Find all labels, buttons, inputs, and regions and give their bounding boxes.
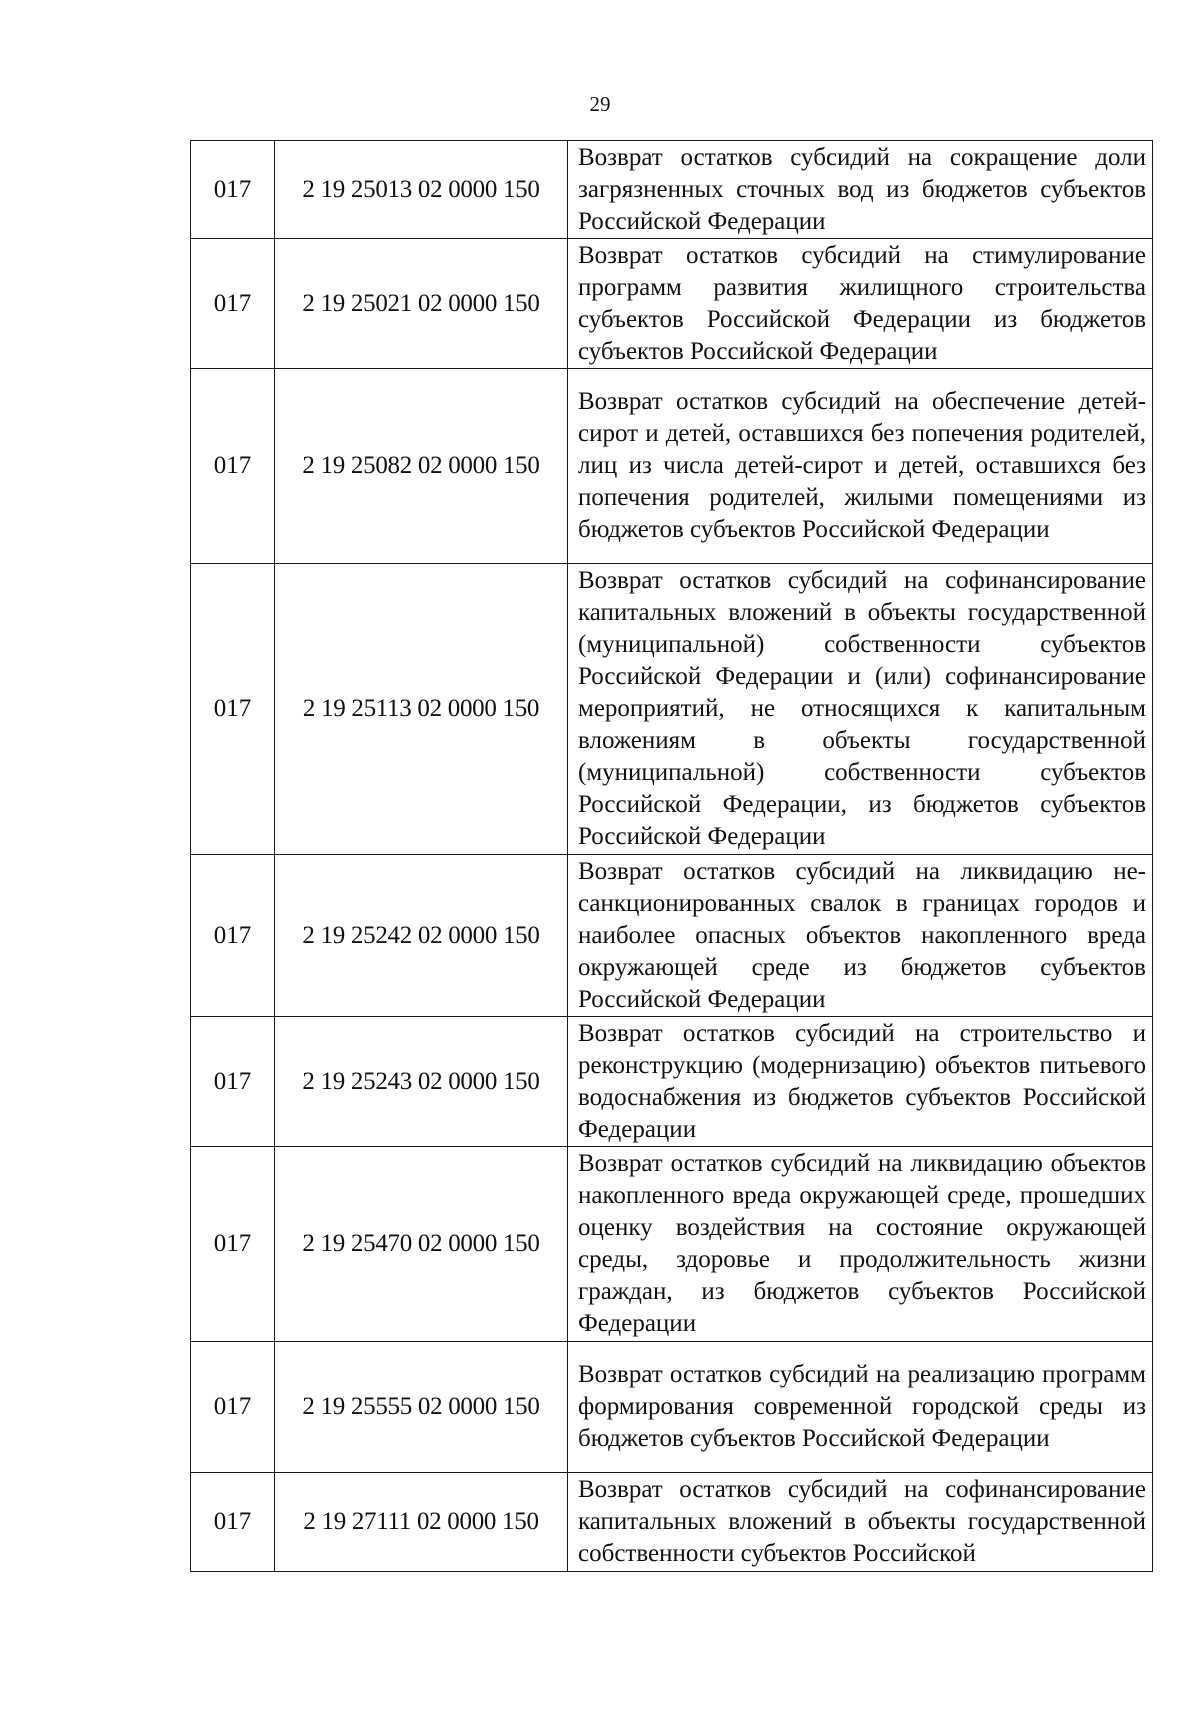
table-row — [191, 1473, 1153, 1572]
page-number: 29 — [589, 92, 611, 116]
description-cell: Возврат остатков субсидий на софинансирование капитальных вложений в объекты государственной (муниципальной) собственности субъектов Российской Федерации и (или) софинансирование мероприятий, не относящихся к капитальным вложениям в объекты государственной (муниципальной) собственности субъектов Российской Федерации, из бюджетов субъектов Российской Федерации — [568, 564, 1153, 855]
description-cell: Возврат остатков субсидий на реализацию программ формирования современной городской среды из бюджетов субъектов Российской Федерации — [568, 1342, 1153, 1473]
table-row — [191, 1017, 1153, 1147]
budget-classification-code-cell: 2 19 25082 02 0000 150 — [275, 369, 568, 564]
description-cell: Возврат остатков субсидий на стимулирование программ развития жилищного строительства субъектов Российской Федерации из бюджетов субъектов Российской Федерации — [568, 239, 1153, 369]
admin-code-cell: 017 — [191, 855, 275, 1017]
description-cell: Возврат остатков субсидий на обеспечение детей-сирот и детей, оставшихся без попечения родителей, лиц из числа детей-сирот и детей, оставшихся без попечения родителей, жилыми помещениями из бюджетов субъектов Российской Федерации — [568, 369, 1153, 564]
table-row — [191, 141, 1153, 239]
table-row — [191, 1147, 1153, 1342]
budget-classification-code-cell: 2 19 25242 02 0000 150 — [275, 855, 568, 1017]
budget-codes-table — [190, 140, 1153, 1572]
budget-classification-code-cell: 2 19 25243 02 0000 150 — [275, 1017, 568, 1147]
budget-classification-code-cell: 2 19 25113 02 0000 150 — [275, 564, 568, 855]
description-cell: Возврат остатков субсидий на софинансирование капитальных вложений в объекты государственной собственности субъектов Российской — [568, 1473, 1153, 1572]
admin-code-cell: 017 — [191, 141, 275, 239]
description-cell: Возврат остатков субсидий на ликвидацию объектов накопленного вреда окружающей среде, прошедших оценку воздействия на состояние окружающей среды, здоровье и продолжительность жизни граждан, из бюджетов субъектов Российской Федерации — [568, 1147, 1153, 1342]
budget-classification-code-cell: 2 19 25021 02 0000 150 — [275, 239, 568, 369]
admin-code-cell: 017 — [191, 369, 275, 564]
table-row — [191, 369, 1153, 564]
admin-code-cell: 017 — [191, 1147, 275, 1342]
admin-code-cell: 017 — [191, 564, 275, 855]
admin-code-cell: 017 — [191, 1473, 275, 1572]
admin-code-cell: 017 — [191, 1017, 275, 1147]
budget-classification-code-cell: 2 19 27111 02 0000 150 — [275, 1473, 568, 1572]
table-row — [191, 1342, 1153, 1473]
budget-classification-code-cell: 2 19 25470 02 0000 150 — [275, 1147, 568, 1342]
description-cell: Возврат остатков субсидий на сокращение доли загрязненных сточных вод из бюджетов субъектов Российской Федерации — [568, 141, 1153, 239]
admin-code-cell: 017 — [191, 239, 275, 369]
description-cell: Возврат остатков субсидий на строительство и реконструкцию (модернизацию) объектов питьевого водоснабжения из бюджетов субъектов Российской Федерации — [568, 1017, 1153, 1147]
table-row — [191, 855, 1153, 1017]
table-row — [191, 239, 1153, 369]
table-row — [191, 564, 1153, 855]
admin-code-cell: 017 — [191, 1342, 275, 1473]
budget-classification-code-cell: 2 19 25013 02 0000 150 — [275, 141, 568, 239]
description-cell: Возврат остатков субсидий на ликвидацию несанкционированных свалок в границах городов и наиболее опасных объектов накопленного вреда окружающей среде из бюджетов субъектов Российской Федерации — [568, 855, 1153, 1017]
budget-classification-code-cell: 2 19 25555 02 0000 150 — [275, 1342, 568, 1473]
